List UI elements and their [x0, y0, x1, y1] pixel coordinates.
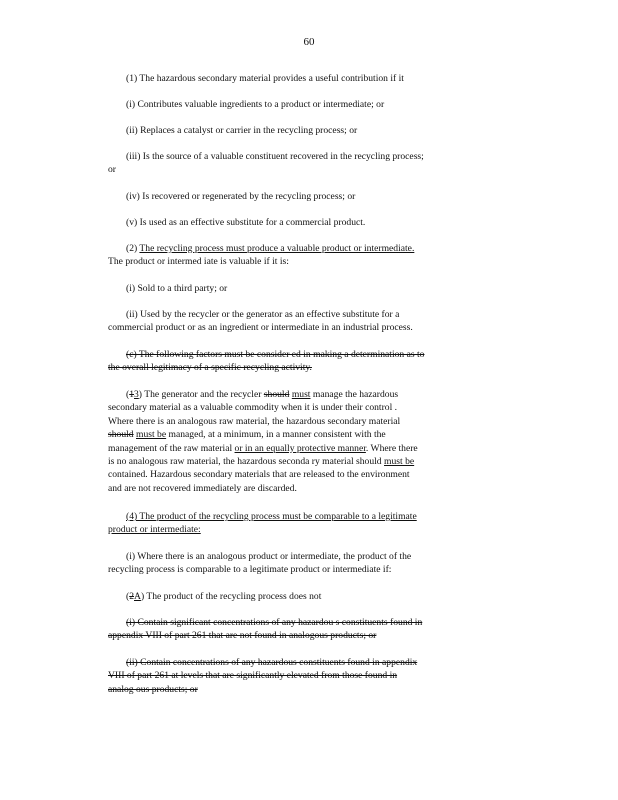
paragraph-deleted-ii-line-3: analog ous products; or [108, 683, 198, 695]
paragraph-3-inserted-phrase: or in an equally protective manner [234, 442, 366, 454]
paragraph-4-i-a-open-paren: ( [126, 591, 130, 602]
paragraph-4-i-a-text: ) The product of the recycling process does not [140, 591, 322, 602]
paragraph-3-line-3: Where there is an analogous raw material, the hazardous secondary material [108, 415, 401, 427]
paragraph-c-struck [108, 348, 496, 375]
paragraph-deleted-ii-line-2: VIII of part 261 at levels that are significantly elevated from those found in [108, 670, 398, 682]
paragraph-1-v [108, 216, 496, 229]
paragraph-1-v-text: (v) Is used as an effective substitute for a commercial product. [126, 217, 366, 228]
paragraph-3 [108, 388, 496, 495]
paragraph-1-text: (1) The hazardous secondary material provides a useful contribution if it [126, 73, 404, 84]
paragraph-1-iii-text: (iii) Is the source of a valuable constituent recovered in the recycling process; [126, 151, 424, 162]
paragraph-4-i [108, 550, 496, 577]
paragraph-3-line-5c: . Where there [365, 442, 418, 454]
paragraph-3-deleted-word-2: should [108, 429, 134, 441]
paragraph-3-line-7: contained. Hazardous secondary materials that are released to the environment [108, 469, 410, 481]
paragraph-3-inserted-word-1: must [291, 389, 311, 400]
paragraph-4-line-2: product or intermediate: [108, 524, 201, 536]
paragraph-2-i [108, 282, 496, 295]
paragraph-4-i-line-2: recycling process is comparable to a legitimate product or intermediate if: [108, 564, 392, 576]
paragraph-1-ii-text: (ii) Replaces a catalyst or carrier in the recycling process; or [126, 125, 358, 136]
paragraph-2-ii-line-2: commercial product or as an ingredient or intermediate in an industrial process. [108, 322, 413, 334]
paragraph-1-iii [108, 150, 496, 177]
paragraph-3-deleted-word-1: should [263, 389, 290, 400]
paragraph-2 [108, 242, 496, 269]
paragraph-4-i-line-1: (i) Where there is an analogous product or intermediate, the product of the [126, 551, 412, 562]
paragraph-2-line-2: The product or intermed iate is valuable if it is: [108, 256, 289, 268]
paragraph-2-ii [108, 308, 496, 335]
paragraph-4-line-1: (4) The product of the recycling process must be comparable to a legitimate [126, 511, 417, 522]
paragraph-3-line-8: and are not recovered immediately are discarded. [108, 482, 297, 494]
paragraph-1-ii [108, 124, 496, 137]
paragraph-1-iv [108, 190, 496, 203]
paragraph-3-inserted-word-2: must be [136, 429, 167, 441]
paragraph-3-line-5a: management of the raw material [108, 442, 233, 454]
paragraph-3-open-paren: ( [126, 389, 130, 400]
paragraph-1-iii-or: or [108, 164, 116, 176]
paragraph-3-inserted-number: 3 [134, 389, 139, 400]
paragraph-2-i-text: (i) Sold to a third party; or [126, 283, 228, 294]
paragraph-deleted-i-line-2: appendix VIII of part 261 that are not found in analogous products; or [108, 630, 377, 642]
paragraph-2-number: (2) [126, 243, 138, 254]
paragraph-deleted-ii [108, 656, 496, 696]
paragraph-c-struck-line-1: (c) The following factors must be consider ed in making a determination as to [126, 349, 425, 360]
paragraph-2-inserted-text: The recycling process must produce a valuable product or intermediate. [139, 243, 415, 254]
paragraph-1-i [108, 98, 496, 111]
paragraph-4-i-a-inserted: A [134, 591, 141, 602]
paragraph-4-i-a [108, 590, 496, 603]
paragraph-3-line-2: secondary material as a valuable commodity when it is under their control . [108, 402, 398, 414]
paragraph-deleted-i-line-1: (i) Contain significant concentrations of any hazardou s constituents found in [126, 617, 423, 628]
paragraph-deleted-i [108, 616, 496, 643]
paragraph-2-ii-text: (ii) Used by the recycler or the generator as an effective substitute for a [126, 309, 400, 320]
paragraph-3-line-6: is no analogous raw material, the hazardous seconda ry material should [108, 456, 382, 468]
paragraph-3-inserted-word-3: must be [384, 456, 415, 468]
paragraph-3-line-4: managed, at a minimum, in a manner consistent with the [168, 429, 386, 441]
paragraph-1 [108, 72, 496, 85]
paragraph-3-text-1: ) The generator and the recycler [138, 389, 262, 400]
paragraph-1-iv-text: (iv) Is recovered or regenerated by the recycling process; or [126, 191, 356, 202]
paragraph-3-text-2: manage the hazardous [312, 389, 399, 400]
paragraph-1-i-text: (i) Contributes valuable ingredients to a product or intermediate; or [126, 99, 385, 110]
paragraph-3-deleted-number: 1 [129, 389, 134, 400]
paragraph-deleted-ii-line-1: (ii) Contain concentrations of any hazardous constituents found in appendix [126, 657, 418, 668]
paragraph-4 [108, 510, 496, 537]
paragraph-4-i-a-deleted: 2 [129, 591, 134, 602]
page-number: 60 [303, 36, 315, 48]
paragraph-c-struck-line-2: the overall legitimacy of a specific recycling activity. [108, 362, 312, 374]
